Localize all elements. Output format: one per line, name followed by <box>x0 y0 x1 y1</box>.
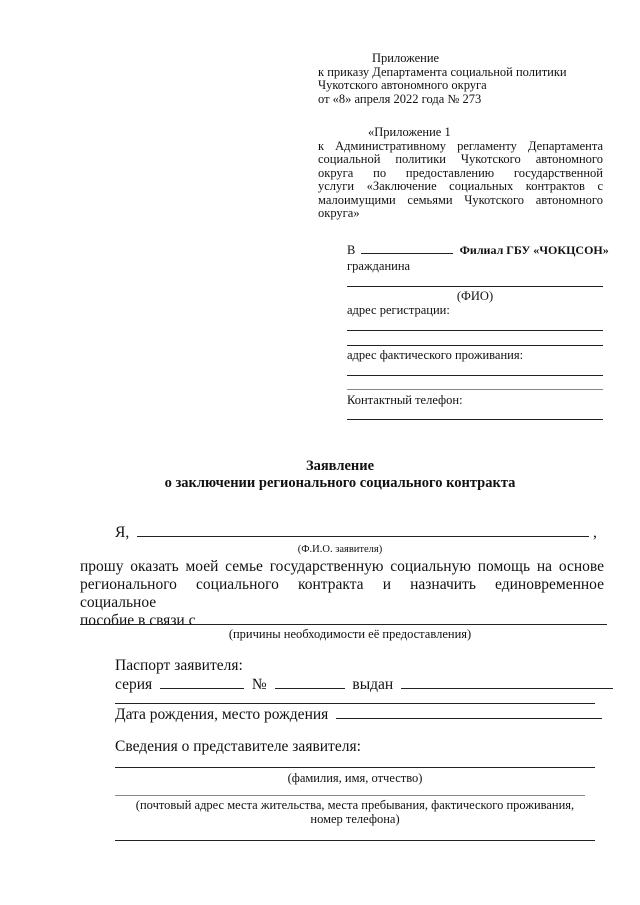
citizen-fio-caption: (ФИО) <box>456 289 494 303</box>
citizen-label: гражданина <box>347 259 411 273</box>
citizen-fio-field[interactable] <box>347 286 603 287</box>
regulation-line-2: социальной политики Чукотского автономного <box>318 152 603 166</box>
document-title-line-2: о заключении регионального социального контракта <box>164 475 516 491</box>
regulation-line-3: округа по предоставлению государственной <box>318 165 603 180</box>
order-appendix-line-3: от «8» апреля 2022 года № 273 <box>318 91 482 106</box>
regulation-line-6: округа» <box>318 206 360 220</box>
representative-name-field[interactable] <box>115 767 595 768</box>
request-line-2: регионального социального контракта и назначить единовременное социальное <box>80 576 604 611</box>
applicant-fio-caption: (Ф.И.О. заявителя) <box>297 544 383 555</box>
request-line-3-text: пособие в связи с <box>80 612 196 629</box>
actual-address-field-1[interactable] <box>347 375 603 376</box>
addressee-branch: Филиал ГБУ «ЧОКЦСОН» <box>459 243 609 257</box>
representative-name-caption: (фамилия, имя, отчество) <box>287 771 423 785</box>
phone-field[interactable] <box>347 419 603 420</box>
birth-field[interactable] <box>336 717 602 719</box>
order-appendix-line-2: Чукотского автономного округа <box>318 78 487 92</box>
addressee-to-row <box>347 243 609 258</box>
passport-number-label: № <box>251 676 267 693</box>
passport-issued-field-2[interactable] <box>115 703 595 704</box>
representative-title: Сведения о представителе заявителя: <box>115 738 361 755</box>
reg-address-field-1[interactable] <box>347 330 603 331</box>
passport-series-label: серия <box>115 676 153 693</box>
representative-address-field[interactable] <box>115 795 585 796</box>
representative-address-caption-line-2: номер телефона) <box>310 812 400 826</box>
order-appendix-line-1: к приказу Департамента социальной политики <box>318 64 567 79</box>
regulation-appendix-header <box>318 126 603 221</box>
request-paragraph <box>80 558 604 630</box>
actual-address-field-2[interactable] <box>347 389 603 390</box>
reg-address-label: адрес регистрации: <box>347 303 450 317</box>
order-appendix-title: Приложение <box>372 51 440 65</box>
regulation-line-5: малоимущими семьями Чукотского автономного <box>318 192 603 207</box>
reason-field-2[interactable] <box>80 624 600 625</box>
passport-number-field[interactable] <box>275 687 345 689</box>
addressee-to-prefix: В <box>347 243 356 257</box>
reason-caption: (причины необходимости её предоставления) <box>228 627 472 641</box>
representative-address-caption <box>100 798 610 826</box>
order-appendix-header <box>318 52 618 106</box>
passport-title: Паспорт заявителя: <box>115 657 243 674</box>
applicant-fio-field[interactable] <box>137 535 589 537</box>
regulation-appendix-title: «Приложение 1 <box>368 125 451 139</box>
regulation-line-1: к Административному регламенту Департамента <box>318 138 603 153</box>
addressee-org-field[interactable] <box>361 252 453 254</box>
applicant-comma: , <box>592 524 597 541</box>
birth-row <box>115 706 597 724</box>
passport-row <box>115 676 595 694</box>
request-line-1: прошу оказать моей семье государственную социальную помощь на основе <box>80 558 604 575</box>
applicant-prefix: Я, <box>115 524 130 541</box>
representative-address-caption-line-1: (почтовый адрес места жительства, места пребывания, фактического проживания, <box>135 798 575 812</box>
phone-label: Контактный телефон: <box>347 393 463 407</box>
actual-address-label: адрес фактического проживания: <box>347 348 524 362</box>
document-title-line-1: Заявление <box>305 458 375 474</box>
reg-address-field-2[interactable] <box>347 345 603 346</box>
representative-address-field-2[interactable] <box>115 840 595 841</box>
applicant-row <box>115 524 605 542</box>
document-title <box>60 458 620 492</box>
passport-series-field[interactable] <box>160 687 244 689</box>
birth-label: Дата рождения, место рождения <box>115 706 329 723</box>
passport-issued-label: выдан <box>352 676 394 693</box>
regulation-line-4: услуги «Заключение социальных контрактов с <box>318 179 603 193</box>
passport-issued-field[interactable] <box>401 687 613 689</box>
